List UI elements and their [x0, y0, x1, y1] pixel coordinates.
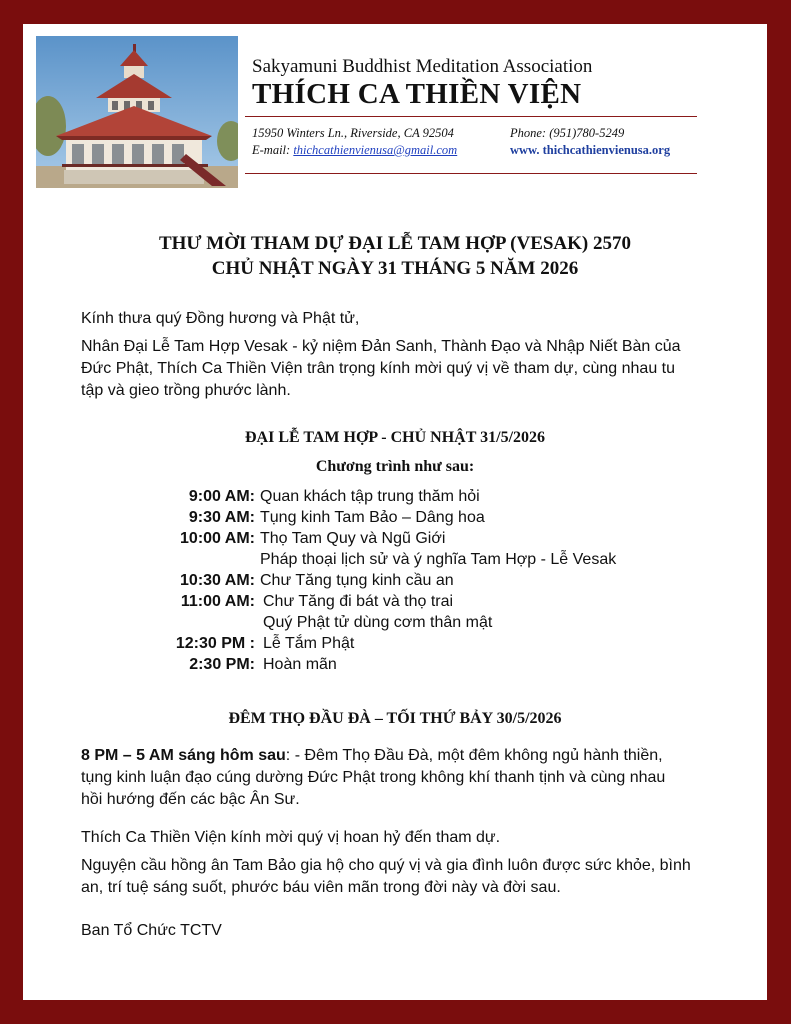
- email-label: E-mail:: [252, 143, 291, 157]
- invitation-page: [23, 24, 767, 1000]
- pagoda-photo: [36, 36, 238, 188]
- schedule: [23, 488, 767, 688]
- email-link[interactable]: thichcathienvienusa@gmail.com: [293, 143, 458, 157]
- schedule-row: [23, 593, 767, 614]
- title-line-2: CHỦ NHẬT NGÀY 31 THÁNG 5 NĂM 2026: [211, 258, 579, 279]
- schedule-time: 9:00 AM:: [188, 488, 255, 505]
- section2-line-3: hồi hướng đến các bậc Ân Sư.: [81, 791, 300, 808]
- schedule-activity: Quan khách tập trung thăm hỏi: [260, 488, 480, 505]
- schedule-row: [23, 530, 767, 551]
- blessing-line-1: Nguyện cầu hồng ân Tam Bảo gia hộ cho quý vị và gia đình luôn được sức khỏe, bình: [81, 857, 691, 874]
- schedule-time: 9:30 AM:: [188, 509, 255, 526]
- section2-line-2: tụng kinh luận đạo cúng dường Đức Phật trong không khí thanh tịnh và cùng nhau: [81, 769, 666, 786]
- email-line: [252, 143, 457, 158]
- schedule-activity: Pháp thoại lịch sử và ý nghĩa Tam Hợp - Lễ Vesak: [260, 551, 617, 568]
- title-line-1: THƯ MỜI THAM DỰ ĐẠI LỄ TAM HỢP (VESAK) 2570: [158, 233, 632, 254]
- address: 15950 Winters Ln., Riverside, CA 92504: [252, 126, 454, 140]
- schedule-row: [23, 551, 767, 572]
- intro-line-2: Đức Phật, Thích Ca Thiền Viện trân trọng kính mời quý vị về tham dự, cùng nhau tu: [81, 360, 676, 377]
- schedule-activity: Thọ Tam Quy và Ngũ Giới: [260, 530, 446, 547]
- schedule-time: 11:00 AM:: [180, 593, 255, 610]
- invitation: Thích Ca Thiền Viện kính mời quý vị hoan hỷ đến tham dự.: [81, 829, 501, 846]
- schedule-time: 10:00 AM:: [180, 530, 255, 547]
- section1-subheading: Chương trình như sau:: [315, 458, 475, 475]
- schedule-row: [23, 509, 767, 530]
- section2-heading: ĐÊM THỌ ĐẦU ĐÀ – TỐI THỨ BẢY 30/5/2026: [228, 710, 562, 727]
- schedule-activity: Hoàn mãn: [263, 656, 337, 673]
- schedule-time: 10:30 AM:: [180, 572, 255, 589]
- section2-line-1-rest: : - Đêm Thọ Đầu Đà, một đêm không ngủ hành thiền,: [285, 747, 663, 764]
- blessing-line-2: an, trí tuệ sáng suốt, phước báu viên mãn trong đời này và đời sau.: [81, 879, 561, 896]
- schedule-activity: Chư Tăng đi bát và thọ trai: [263, 593, 454, 610]
- intro-line-3: tập và gieo trồng phước lành.: [81, 382, 291, 399]
- header-rule-bottom: [245, 173, 697, 174]
- schedule-time: 2:30 PM:: [189, 656, 255, 673]
- signature: Ban Tổ Chức TCTV: [81, 922, 222, 939]
- schedule-time: 12:30 PM :: [175, 635, 255, 652]
- schedule-activity: Tụng kinh Tam Bảo – Dâng hoa: [260, 509, 485, 526]
- schedule-row: [23, 656, 767, 677]
- temple-name: THÍCH CA THIỀN VIỆN: [252, 78, 582, 110]
- header-rule-top: [245, 116, 697, 117]
- section2-line-1: [81, 745, 731, 766]
- schedule-activity: Lễ Tắm Phật: [263, 635, 355, 652]
- website-link[interactable]: www. thichcathienvienusa.org: [510, 143, 671, 157]
- intro-line-1: Nhân Đại Lễ Tam Hợp Vesak - kỷ niệm Đản Sanh, Thành Đạo và Nhập Niết Bàn của: [81, 338, 681, 355]
- schedule-activity: Quý Phật tử dùng cơm thân mật: [263, 614, 493, 631]
- schedule-row: [23, 614, 767, 635]
- schedule-activity: Chư Tăng tụng kinh cầu an: [260, 572, 454, 589]
- phone: Phone: (951)780-5249: [510, 126, 625, 140]
- section2-time: 8 PM – 5 AM sáng hôm sau: [81, 747, 286, 764]
- schedule-row: [23, 635, 767, 656]
- greeting: Kính thưa quý Đồng hương và Phật tử,: [81, 310, 360, 327]
- schedule-row: [23, 488, 767, 509]
- schedule-row: [23, 572, 767, 593]
- association-name: Sakyamuni Buddhist Meditation Association: [252, 56, 593, 77]
- section1-heading: ĐẠI LỄ TAM HỢP - CHỦ NHẬT 31/5/2026: [244, 429, 546, 446]
